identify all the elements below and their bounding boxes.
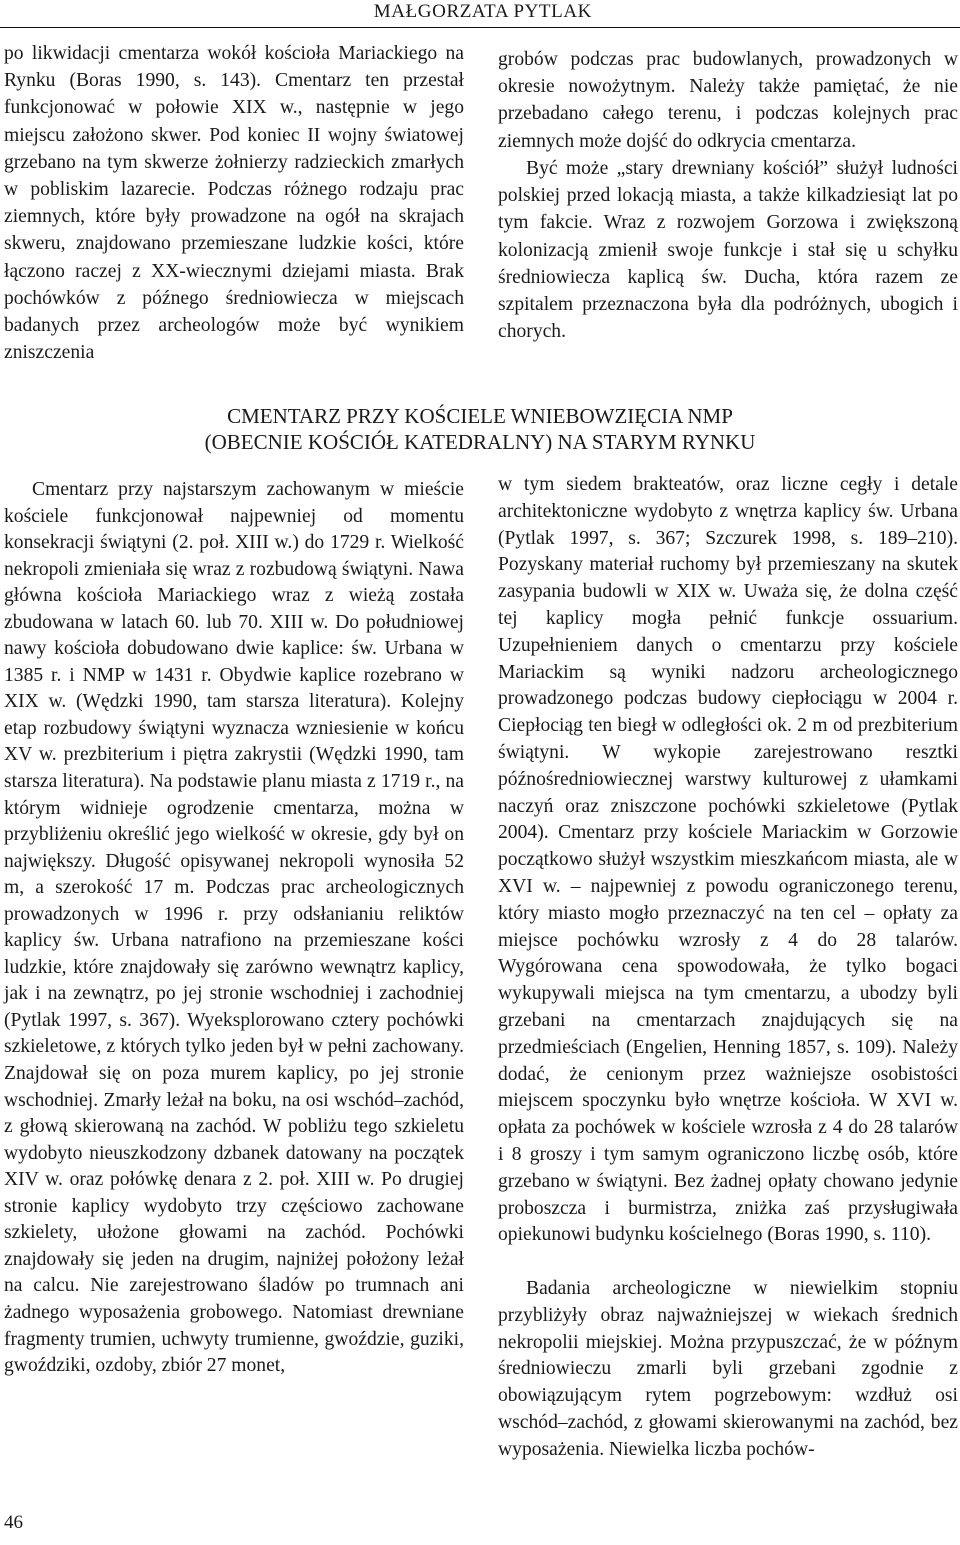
top-right-paragraph-2: Być może „stary drewniany kościół” służył ludności polskiej przed lokacją miasta, a także kilkadziesiąt lat po tym fakcie. Wraz z rozwojem Gorzowa i zwiększoną kolonizacją zmienił swoje funkcje i stał się u schyłku średniowiecza kaplicą św. Ducha, która razem ze szpitalem przeznaczona była dla podróżnych, ubogich i chorych.	[498, 158, 958, 343]
top-right-paragraph-1: grobów podczas prac budowlanych, prowadzonych w okresie nowożytnym. Należy także pamiętać, że nie przebadano całego terenu, i podczas kolejnych prac ziemnych może dojść do odkrycia cmentarza.	[498, 49, 958, 152]
section-title-line-2: (OBECNIE KOŚCIÓŁ KATEDRALNY) NA STARYM RYNKU	[204, 430, 756, 454]
top-left-paragraph: po likwidacji cmentarza wokół kościoła Mariackiego na Rynku (Boras 1990, s. 143). Cmentarz ten przestał funkcjonować w połowie XIX w., następnie w jego miejscu założono skwer. Pod koniec II wojny światowej grzebano na tym skwerze żołnierzy radzieckich zmarłych w pobliskim lazarecie. Podczas różnego rodzaju prac ziemnych, które były prowadzone na ogół na skrajach skweru, znajdowano przemieszane ludzkie kości, które łączono raczej z XX-wiecznymi dziejami miasta. Brak pochówków z późnego średniowiecza w miejscach badanych przez archeologów może być wynikiem zniszczenia	[4, 43, 464, 364]
section-title-line-1: CMENTARZ PRZY KOŚCIELE WNIEBOWZIĘCIA NMP	[227, 404, 733, 428]
running-head: MAŁGORZATA PYTLAK	[373, 1, 592, 22]
section-title	[0, 403, 960, 455]
header-rule	[0, 27, 960, 28]
page-number: 46	[4, 1512, 23, 1533]
lower-right-paragraph-2: Badania archeologiczne w niewielkim stopniu przybliżyły obraz najważniejszej w wiekach średnich nekropolii miejskiej. Można przypuszczać, że w późnym średniowieczu zmarli byli grzebani zgodnie z obowiązującym rytem pogrzebowym: wzdłuż osi wschód–zachód, z głowami skierowanymi na zachód, bez wyposażenia. Niewielka liczba pochów-	[498, 1278, 958, 1460]
lower-right-paragraph-1: w tym siedem brakteatów, oraz liczne cegły i detale architektoniczne wydobyto z wnętrza kaplicy św. Urbana (Pytlak 1997, s. 367; Szczurek 1998, s. 189–210). Pozyskany materiał ruchomy był przemieszany na skutek zasypania budowli w XIX w. Uważa się, że dolna część tej kaplicy mogła pełnić funkcje ossuarium. Uzupełnieniem danych o cmentarzu przy kościele Mariackim są wyniki nadzoru archeologicznego prowadzonego podczas budowy ciepłociągu w 2004 r. Ciepłociąg ten biegł w odległości ok. 2 m od prezbiterium świątyni. W wykopie zarejestrowano resztki późnośredniowiecznej warstwy kulturowej z ułamkami naczyń oraz zniszczone pochówki szkieletowe (Pytlak 2004). Cmentarz przy kościele Mariackim w Gorzowie początkowo służył wszystkim mieszkańcom miasta, ale w XVI w. – najpewniej z powodu ograniczonego terenu, który miasto mogło przeznaczyć na ten cel – opłaty za miejsce pochówku wzrosły z 4 do 28 talarów. Wygórowana cena spowodowała, że tylko bogaci wykupywali miejsca na tym cmentarzu, a ubodzy byli grzebani na cmentarzach znajdujących się na przedmieściach (Engelien, Henning 1857, s. 109). Należy dodać, że cenionym przez ważniejsze osobistości miejscem spoczynku było wnętrze kościoła. W XVI w. opłata za pochówek w kościele wzrosła z 4 do 28 talarów i 8 groszy i tym samym ograniczono liczbę osób, które grzebano w świątyni. Bez żadnej opłaty chowano jedynie proboszcza i burmistrza, zniżka zaś przysługiwała opiekunowi budynku kościelnego (Boras 1990, s. 110).	[498, 474, 958, 1246]
lower-left-paragraph: Cmentarz przy najstarszym zachowanym w mieście kościele funkcjonował najpewniej od momentu konsekracji świątyni (2. poł. XIII w.) do 1729 r. Wielkość nekropoli zmieniała się wraz z rozbudową świątyni. Nawa główna kościoła Mariackiego wraz z wieżą została zbudowana w latach 60. lub 70. XIII w. Do południowej nawy kościoła dobudowano dwie kaplice: św. Urbana w 1385 r. i NMP w 1431 r. Obydwie kaplice rozebrano w XIX w. (Wędzki 1990, tam starsza literatura). Kolejny etap rozbudowy świątyni wyznacza wzniesienie w końcu XV w. prezbiterium i piętra zakrystii (Wędzki 1990, tam starsza literatura). Na podstawie planu miasta z 1719 r., na którym widnieje ogrodzenie cmentarza, można w przybliżeniu określić jego wielkość w okresie, gdy był on największy. Długość opisywanej nekropoli wynosiła 52 m, a szerokość 17 m. Podczas prac archeologicznych prowadzonych w 1996 r. przy odsłanianiu reliktów kaplicy św. Urbana natrafiono na przemieszane kości ludzkie, które znajdowały się zarówno wewnątrz kaplicy, jak i na zewnątrz, po jej stronie wschodniej i zachodniej (Pytlak 1997, s. 367). Wyeksplorowano cztery pochówki szkieletowe, z których tylko jeden był w pełni zachowany. Znajdował się on poza murem kaplicy, po jej stronie wschodniej. Zmarły leżał na boku, na osi wschód–zachód, z głową skierowaną na zachód. W pobliżu tego szkieletu wydobyto nieuszkodzony dzbanek datowany na początek XIV w. oraz połówkę denara z 2. poł. XIII w. Po drugiej stronie kaplicy wydobyto trzy częściowo zachowane szkielety, ułożone głowami na zachód. Pochówki znajdowały się jeden na drugim, najniżej położony leżał na calcu. Nie zarejestrowano śladów po trumnach ani żadnego wyposażenia grobowego. Natomiast drewniane fragmenty trumien, uchwyty trumienne, gwoździe, guziki, gwoździki, ozdoby, zbiór 27 monet,	[4, 479, 464, 1377]
